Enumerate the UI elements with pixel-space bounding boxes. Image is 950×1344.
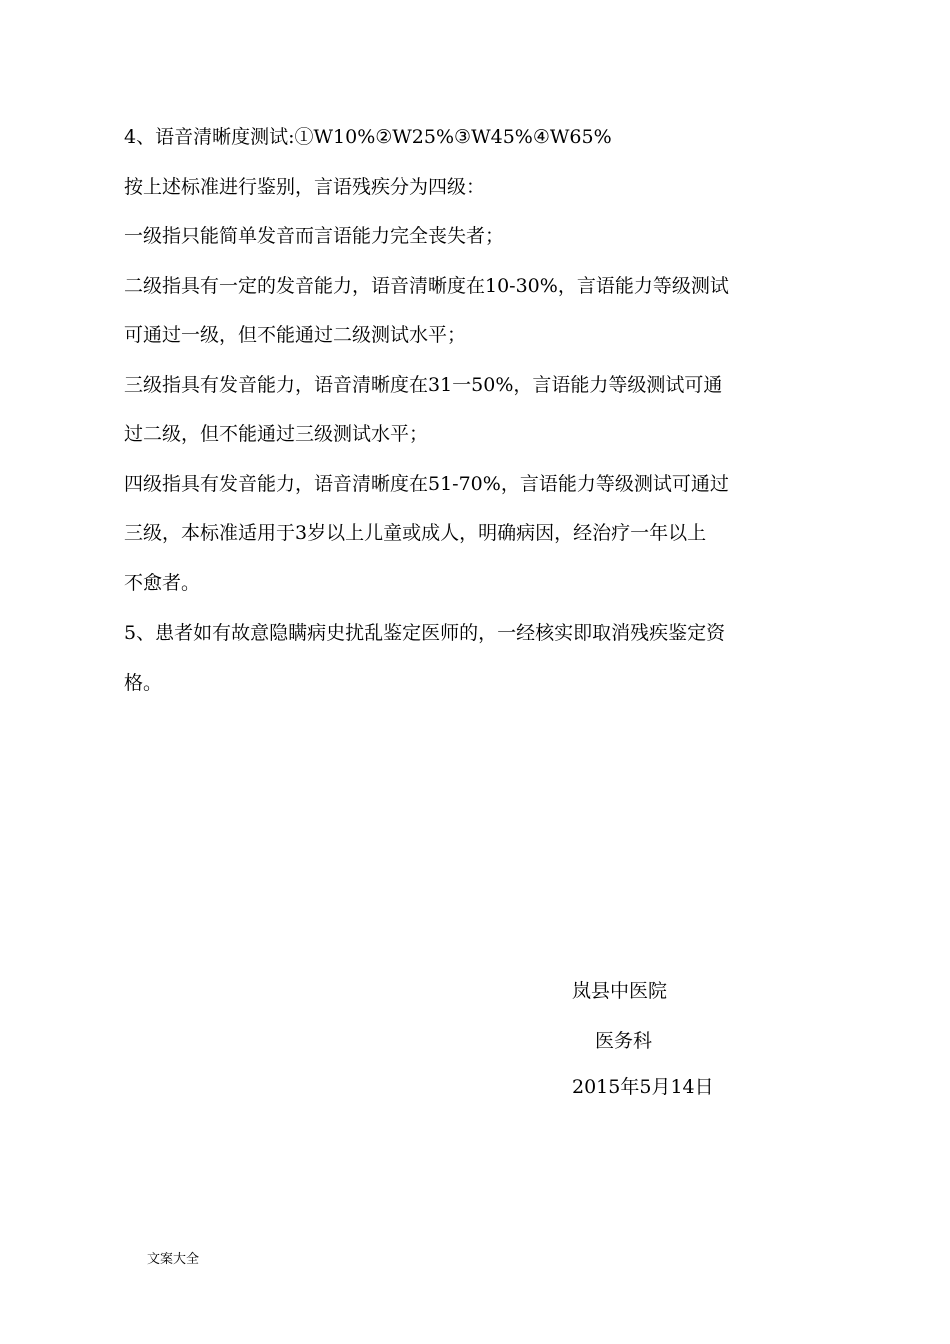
paragraph-line: 三级指具有发音能力，语音清晰度在31一50%，言语能力等级测试可通: [124, 374, 723, 396]
paragraph-line: 5、患者如有故意隐瞒病史扰乱鉴定医师的，一经核实即取消残疾鉴定资: [124, 622, 726, 644]
paragraph-line: 不愈者。: [124, 572, 201, 594]
signature-department: 医务科: [595, 1030, 653, 1052]
paragraph-line: 过二级，但不能通过三级测试水平；: [124, 423, 429, 445]
paragraph-line: 按上述标准进行鉴别，言语残疾分为四级：: [124, 176, 486, 198]
paragraph-line: 4、语音清晰度测试:①W10%②W25%③W45%④W65%: [124, 126, 612, 148]
page-footer: 文案大全: [147, 1252, 200, 1267]
paragraph-line: 四级指具有发音能力，语音清晰度在51-70%，言语能力等级测试可通过: [124, 473, 729, 495]
paragraph-line: 格。: [124, 672, 163, 694]
paragraph-line: 三级，本标准适用于3岁以上儿童或成人，明确病因，经治疗一年以上: [124, 522, 707, 544]
paragraph-line: 可通过一级，但不能通过二级测试水平；: [124, 324, 467, 346]
paragraph-line: 二级指具有一定的发音能力，语音清晰度在10-30%，言语能力等级测试: [124, 275, 729, 297]
paragraph-line: 一级指只能简单发音而言语能力完全丧失者；: [124, 225, 505, 247]
signature-date: 2015年5月14日: [572, 1076, 714, 1098]
signature-organization: 岚县中医院: [572, 980, 668, 1002]
